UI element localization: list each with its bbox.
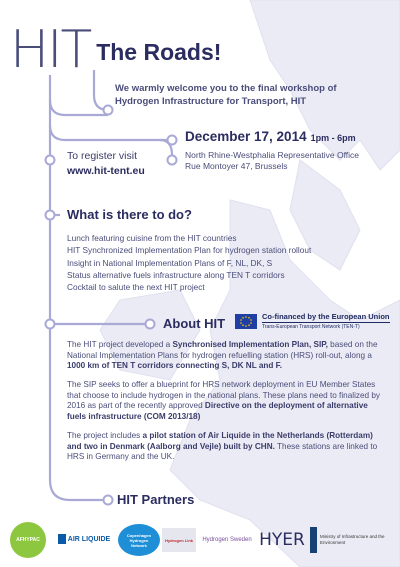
todo-list bbox=[67, 232, 311, 293]
venue-line-1: North Rhine-Westphalia Representative Office bbox=[185, 150, 360, 160]
event-date-time bbox=[185, 129, 356, 144]
register-label: To register visit bbox=[67, 150, 138, 162]
chn-logo-text: Copenhagen Hydrogen Network bbox=[126, 532, 152, 548]
welcome-text bbox=[115, 82, 385, 108]
partner-logos bbox=[0, 520, 400, 560]
ministry-ribbon-icon bbox=[310, 527, 317, 553]
p1-text-b: Synchronised Implementation Plan, SIP, bbox=[172, 340, 328, 349]
hyer-logo bbox=[260, 526, 304, 554]
about-paragraph-3 bbox=[67, 431, 387, 463]
air-liquide-logo bbox=[55, 532, 113, 546]
afhypac-logo-text: AFHYPAC bbox=[16, 537, 40, 543]
p1-text-c: based on the National Implementation Plans for hydrogen refuelling station (HRS) roll-out, along a bbox=[67, 340, 378, 360]
eu-cofinance-badge bbox=[235, 312, 390, 330]
p3-text-b: a pilot station of Air Liquide in the Netherlands (Rotterdam) and two in Denmark (Aalborg and Vejle) built by CHN. bbox=[67, 431, 373, 451]
welcome-line-2: Hydrogen Infrastructure for Transport, HIT bbox=[115, 96, 307, 107]
hydrogen-sweden-logo bbox=[200, 530, 254, 550]
list-item: Status alternative fuels infrastructure along TEN T corridors bbox=[67, 269, 285, 280]
hydrogen-link-logo bbox=[162, 528, 196, 552]
afhypac-logo bbox=[10, 522, 46, 558]
about-heading: About HIT bbox=[163, 316, 226, 331]
eu-cofinance-line: Co-financed by the European Union bbox=[262, 312, 390, 321]
air-liquide-mark-icon bbox=[58, 534, 66, 544]
register-link[interactable]: www.hit-tent.eu bbox=[67, 165, 145, 177]
event-time: 1pm - 6pm bbox=[310, 133, 356, 143]
ministry-logo bbox=[310, 526, 396, 554]
p3-text-c: These stations are linked to HRS in Germany and the UK. bbox=[67, 441, 378, 462]
page-title bbox=[10, 18, 222, 80]
partners-heading: HIT Partners bbox=[117, 492, 195, 507]
about-paragraph-2 bbox=[67, 380, 387, 422]
register-info bbox=[67, 150, 145, 178]
list-item: HIT Synchronized Implementation Plan for hydrogen station rollout bbox=[67, 245, 312, 256]
event-venue bbox=[185, 150, 359, 172]
p1-text-d: 1000 km of TEN T corridors connecting S, DK NL and F. bbox=[67, 361, 283, 371]
list-item: Cocktail to salute the next HIT project bbox=[67, 282, 205, 293]
venue-line-2: Rue Montoyer 47, Brussels bbox=[185, 161, 288, 171]
hit-logo: HIT bbox=[10, 20, 91, 80]
list-item: Insight in National Implementation Plans of F, NL, DK, S bbox=[67, 257, 273, 268]
p3-text-a: The project includes bbox=[67, 431, 143, 440]
list-item: Lunch featuring cuisine from the HIT countries bbox=[67, 233, 237, 243]
eu-flag-icon bbox=[235, 314, 257, 329]
eu-ten-t-line: Trans-European Transport Network (TEN-T) bbox=[262, 322, 390, 330]
event-date: December 17, 2014 bbox=[185, 129, 307, 144]
title-text: The Roads! bbox=[96, 39, 222, 65]
hyer-logo-text: HYER bbox=[259, 530, 305, 550]
hydrogen-link-logo-text: Hydrogen Link bbox=[164, 537, 193, 543]
ministry-logo-text: Ministry of Infrastructure and the Environment bbox=[320, 534, 385, 545]
copenhagen-hydrogen-network-logo bbox=[118, 524, 160, 556]
p1-text-a: The HIT project developed a bbox=[67, 340, 173, 349]
p2-text-b: Directive on the deployment of alternative fuels infrastructure (COM 2013/18) bbox=[67, 401, 368, 421]
air-liquide-logo-text: AIR LIQUIDE bbox=[67, 535, 111, 543]
p2-text-a: The SIP seeks to offer a blueprint for HRS network deployment in EU Member States that choose to include hydrogen in the national plans. These plans need to finalized by 2016 as part of the recently approved bbox=[67, 380, 381, 411]
hydrogen-sweden-logo-text: Hydrogen Sweden bbox=[202, 537, 252, 543]
about-paragraph-1 bbox=[67, 340, 387, 372]
todo-heading: What is there to do? bbox=[67, 207, 192, 222]
welcome-line-1: We warmly welcome you to the final workshop of bbox=[115, 83, 337, 94]
